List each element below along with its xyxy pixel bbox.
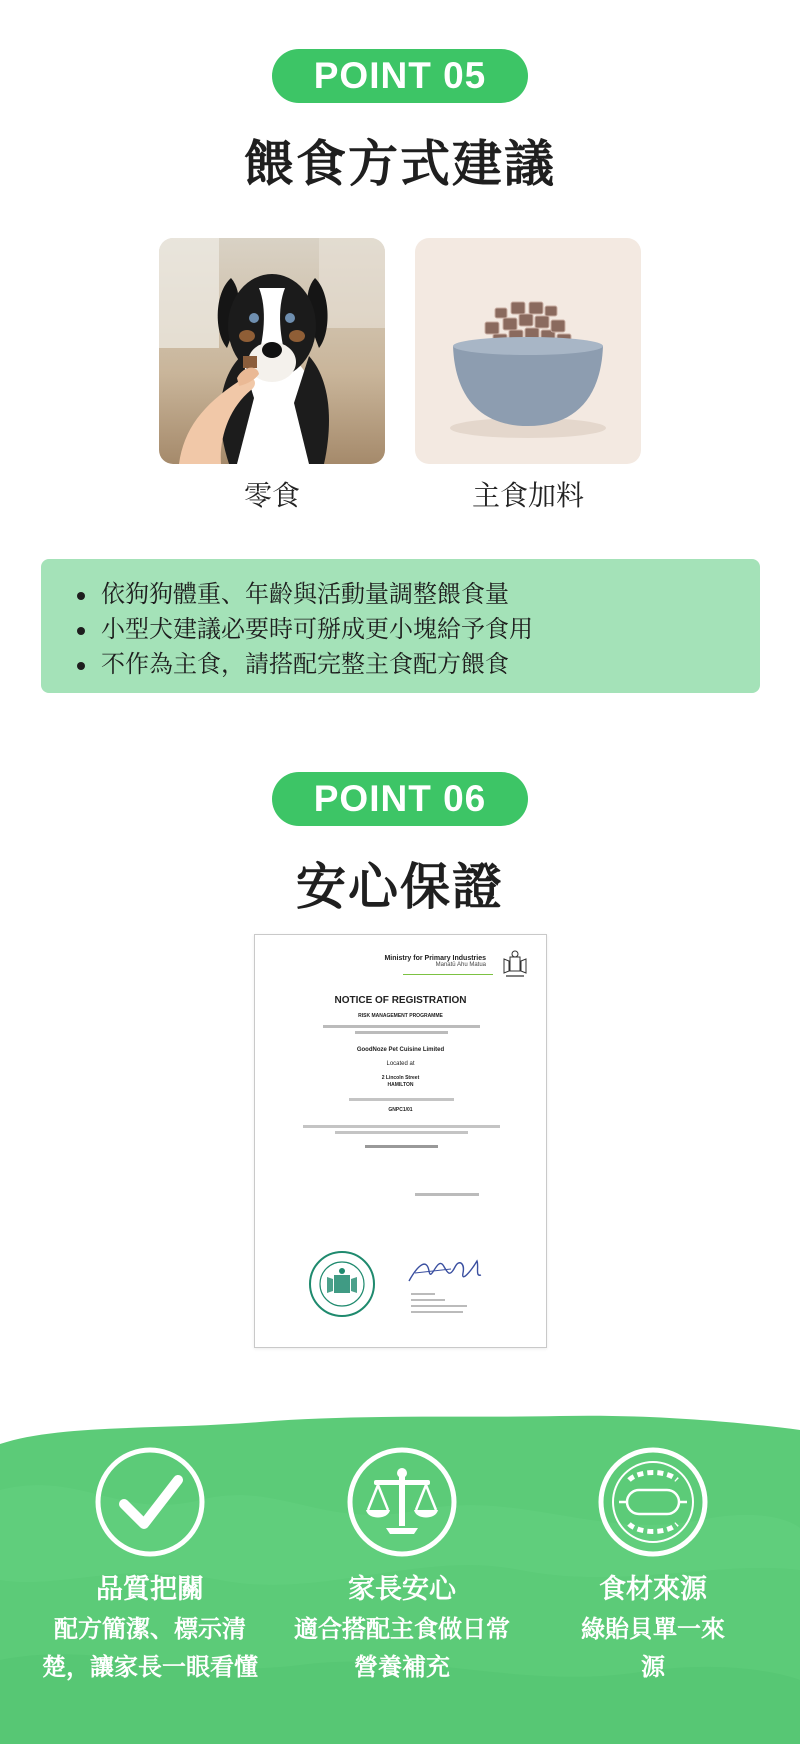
signature-icon (405, 1253, 485, 1287)
certificate-code: GNPC1/01 (388, 1107, 413, 1113)
feature-desc-line: 源 (641, 1653, 665, 1681)
feature-desc-line: 綠貽貝單一來 (581, 1615, 725, 1643)
certificate-fineprint (335, 1131, 468, 1134)
feature-desc-line: 配方簡潔、標示清 (54, 1615, 246, 1643)
certificate-fineprint (349, 1098, 454, 1101)
snack-label: 零食 (243, 479, 300, 512)
certificate-city: HAMILTON (387, 1082, 414, 1088)
certificate-fineprint (411, 1293, 435, 1295)
certificate-located-label: Located at (386, 1061, 415, 1067)
topper-label: 主食加料 (471, 479, 584, 512)
feature-title: 食材來源 (599, 1574, 707, 1605)
snack-photo (159, 238, 385, 464)
feature-peace-of-mind (286, 1446, 518, 1686)
feature-quality (34, 1446, 266, 1686)
certificate-accent-line (403, 974, 493, 975)
certificate-fineprint (411, 1299, 445, 1301)
certificate-fineprint (365, 1145, 438, 1148)
checkmark-icon (94, 1446, 206, 1558)
certificate-street: 2 Lincoln Street (381, 1075, 420, 1081)
feeding-tip: 小型犬建議必要時可掰成更小塊給予食用 (101, 612, 760, 647)
certificate-fineprint (355, 1031, 448, 1034)
certificate-company: GoodNoze Pet Cuisine Limited (356, 1047, 445, 1053)
certificate-heading: NOTICE OF REGISTRATION (334, 995, 467, 1006)
feeding-suggestion-title: 餵食方式建議 (244, 135, 556, 193)
certificate-programme: RISK MANAGEMENT PROGRAMME (358, 1013, 443, 1019)
point-06-badge: POINT 06 (272, 772, 528, 826)
feature-desc-line: 營養補充 (354, 1653, 450, 1681)
certificate-ministry-header: Ministry for Primary Industries Manatū Ahu Matua (384, 955, 486, 968)
feeding-tip: 依狗狗體重、年齡與活動量調整餵食量 (101, 577, 760, 612)
feature-desc-line: 楚，讓家長一眼看懂 (42, 1653, 258, 1681)
feature-desc-line: 適合搭配主食做日常 (294, 1615, 510, 1643)
certificate-fineprint (303, 1125, 500, 1128)
certificate-fineprint (415, 1193, 479, 1196)
coat-of-arms-icon (500, 949, 530, 979)
feeding-tips-list (41, 559, 760, 693)
point-05-badge: POINT 05 (272, 49, 528, 103)
feature-title: 家長安心 (348, 1574, 456, 1605)
certificate-fineprint (411, 1305, 467, 1307)
feeding-tip: 不作為主食，請搭配完整主食配方餵食 (101, 647, 760, 682)
assurance-title: 安心保證 (296, 858, 504, 916)
certificate-fineprint (411, 1311, 463, 1313)
registration-certificate (254, 934, 547, 1348)
natural-100-badge-icon (597, 1446, 709, 1558)
feature-title: 品質把關 (96, 1574, 204, 1605)
topper-photo (415, 238, 641, 464)
ministry-seal-icon (307, 1249, 377, 1319)
feature-ingredient-source (537, 1446, 769, 1686)
certificate-fineprint (323, 1025, 480, 1028)
balance-scale-icon (346, 1446, 458, 1558)
